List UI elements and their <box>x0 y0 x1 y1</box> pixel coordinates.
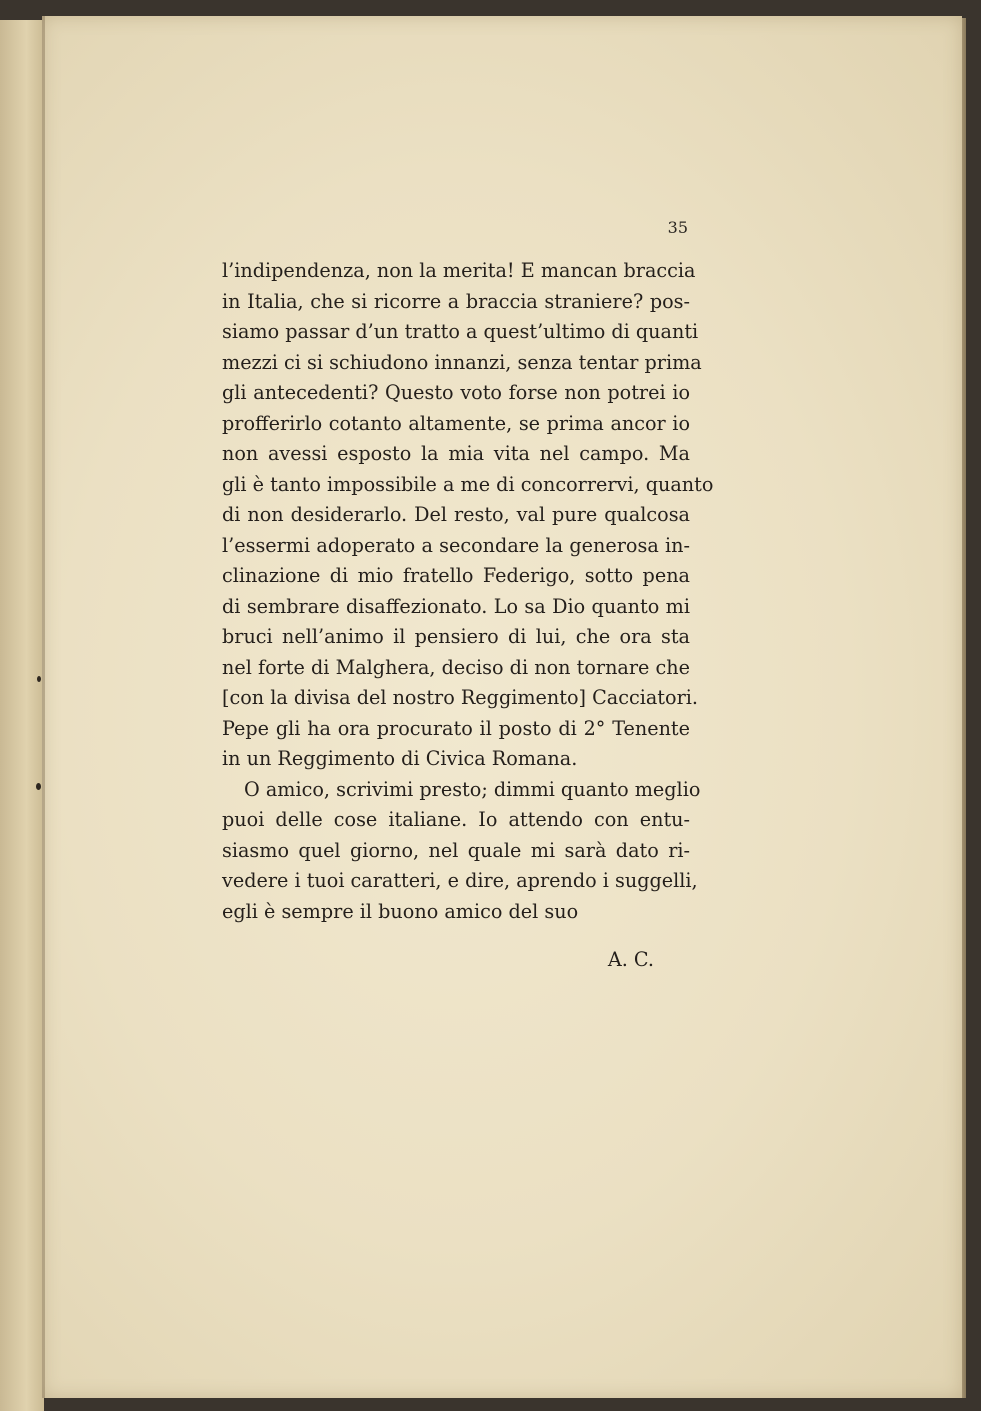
text-line: di non desiderarlo. Del resto, val pure qualcosa <box>222 503 690 526</box>
text-line: gli è tanto impossibile a me di concorrervi, quanto <box>222 472 714 496</box>
text-line: l’essermi adoperato a secondare la generosa in- <box>222 533 690 557</box>
previous-page-edge <box>0 20 44 1411</box>
page-number: 35 <box>667 218 688 237</box>
text-line: siamo passar d’un tratto a quest’ultimo di quanti <box>222 320 699 343</box>
text-line: nel forte di Malghera, deciso di non tornare che <box>222 655 690 679</box>
text-line: puoi delle cose italiane. Io attendo con entu- <box>222 808 690 831</box>
text-line: clinazione di mio fratello Federigo, sotto pena <box>222 564 690 587</box>
text-line: bruci nell’animo il pensiero di lui, che ora sta <box>222 625 690 648</box>
text-line: in un Reggimento di Civica Romana. <box>222 747 578 770</box>
text-line: Pepe gli ha ora procurato il posto di 2° Tenente <box>222 716 690 740</box>
text-line: O amico, scrivimi presto; dimmi quanto meglio <box>244 777 701 801</box>
text-line: in Italia, che si ricorre a braccia straniere? pos- <box>222 289 690 313</box>
text-line: non avessi esposto la mia vita nel campo. Ma <box>222 442 690 465</box>
text-line: vedere i tuoi caratteri, e dire, aprendo i suggelli, <box>222 869 698 892</box>
text-line: di sembrare disaffezionato. Lo sa Dio quanto mi <box>222 594 690 618</box>
text-line: gli antecedenti? Questo voto forse non potrei io <box>222 381 690 404</box>
body-text <box>222 256 714 927</box>
text-line: [con la divisa del nostro Reggimento] Cacciatori. <box>222 686 698 709</box>
text-line: l’indipendenza, non la merita! E mancan braccia <box>222 259 696 282</box>
text-line: profferirlo cotanto altamente, se prima ancor io <box>222 411 690 435</box>
margin-speck <box>36 783 41 790</box>
signature: A. C. <box>607 948 654 971</box>
margin-speck <box>37 676 41 682</box>
gutter-line <box>42 16 45 1398</box>
text-line: siasmo quel giorno, nel quale mi sarà dato ri- <box>222 838 690 862</box>
text-line: egli è sempre il buono amico del suo <box>222 899 579 923</box>
text-line: mezzi ci si schiudono innanzi, senza tentar prima <box>222 350 702 374</box>
